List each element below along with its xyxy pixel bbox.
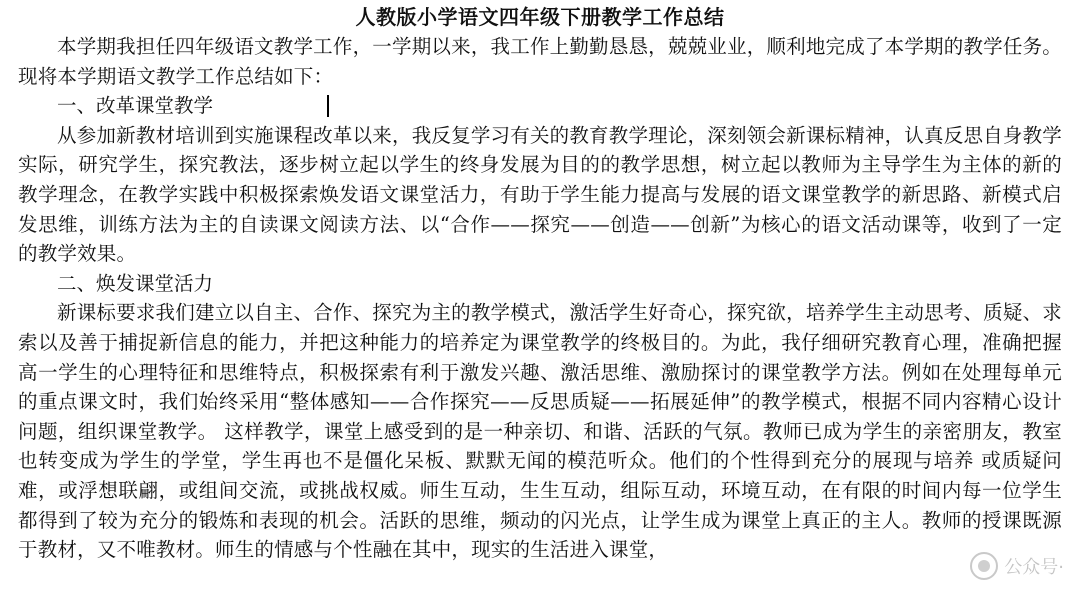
section-heading-1 <box>18 91 1062 121</box>
text-cursor <box>327 95 329 117</box>
wechat-official-account-icon <box>970 552 998 580</box>
watermark-text: 公众号· <box>1004 557 1064 578</box>
watermark <box>970 552 1064 580</box>
intro-paragraph: 本学期我担任四年级语文教学工作，一学期以来，我工作上勤勤恳恳，兢兢业业，顺利地完成了本学期的教学任务。现将本学期语文教学工作总结如下： <box>18 35 1062 88</box>
section-heading-text: 一、改革课堂教学 <box>57 94 214 118</box>
section-heading-2: 二、焕发课堂活力 <box>57 271 214 295</box>
document-title: 人教版小学语文四年级下册教学工作总结 <box>355 5 725 29</box>
section-body-1: 从参加新教材培训到实施课程改革以来，我反复学习有关的教育教学理论，深刻领会新课标精神，认真反思自身教学实际，研究学生，探究教法，逐步树立起以学生的终身发展为目的的教学思想，树立起以教师为主导学生为主体的新的教学理念，在教学实践中积极探索焕发语文课堂活力，有助于学生能力提高与发展的语文课堂教学的新思路、新模式启发思维，训练方法为主的自读课文阅读方法、以“合作——探究——创造——创新”为核心的语文活动课等，收到了一定的教学效果。 <box>18 123 1062 266</box>
section-body-2: 新课标要求我们建立以自主、合作、探究为主的教学模式，激活学生好奇心，探究欲，培养学生主动思考、质疑、求索以及善于捕捉新信息的能力，并把这种能力的培养定为课堂教学的终极目的。为此，我仔细研究教育心理，准确把握高一学生的心理特征和思维特点，积极探索有利于激发兴趣、激活思维、激励探讨的课堂教学方法。例如在处理每单元的重点课文时，我们始终采用“整体感知——合作探究——反思质疑——拓展延伸”的教学模式，根据不同内容精心设计问题，组织课堂教学。 这样教学，课堂上感受到的是一种亲切、和谐、活跃的气氛。教师已成为学生的亲密朋友，教室也转变成为学生的学堂，学生再也不是僵化呆板、默默无闻的模范听众。他们的个性得到充分的展现与培养 或质疑问难，或浮想联翩，或组间交流，或挑战权威。师生互动，生生互动，组际互动，环境互动，在有限的时间内每一位学生都得到了较为充分的锻炼和表现的机会。活跃的思维，频动的闪光点，让学生成为课堂上真正的主人。教师的授课既源于教材，又不唯教材。师生的情感与个性融在其中，现实的生活进入课堂， <box>18 301 1062 562</box>
